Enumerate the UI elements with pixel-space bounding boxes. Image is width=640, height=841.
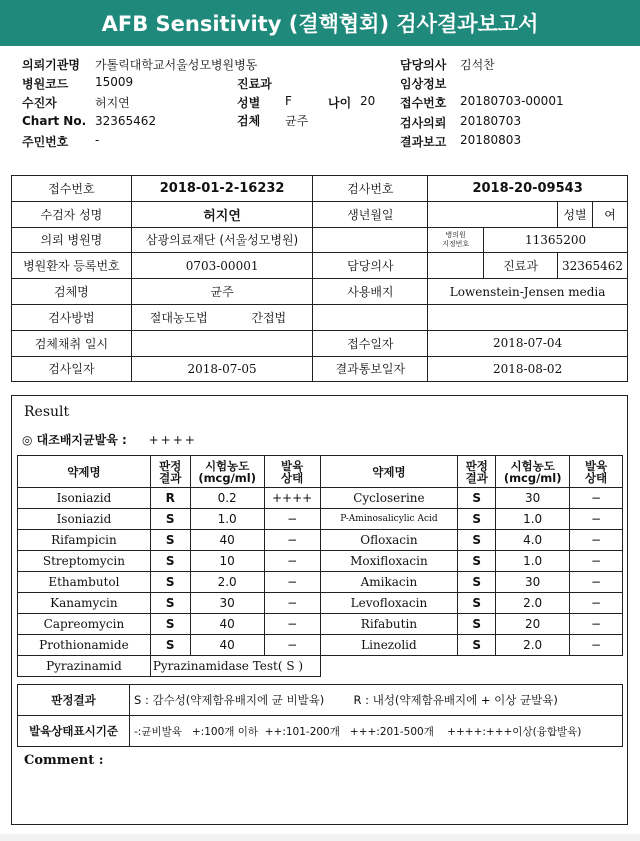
age-value: 20 bbox=[360, 94, 376, 108]
test-concentration: 10 bbox=[190, 551, 264, 572]
info-value: 2018-01-2-16232 bbox=[131, 176, 313, 202]
info-value: Lowenstein-Jensen media bbox=[428, 279, 628, 305]
info-value-empty bbox=[313, 227, 428, 253]
legend-value: -:균비발육 +:100개 이하 ++:101-200개 +++:201-500개 ++++:+++이상(융합발육) bbox=[130, 716, 623, 747]
info-row bbox=[12, 304, 628, 330]
judgement: S bbox=[458, 488, 496, 509]
table-row bbox=[18, 488, 623, 509]
institution-label: 의뢰기관명 bbox=[22, 58, 80, 72]
control-growth-label: ◎ 대조배지균발육 : bbox=[22, 433, 127, 447]
drug-name: Moxifloxacin bbox=[320, 551, 458, 572]
drug-name: Streptomycin bbox=[18, 551, 151, 572]
test-method-cell bbox=[131, 304, 313, 330]
drug-name: Rifabutin bbox=[320, 614, 458, 635]
test-concentration: 1.0 bbox=[496, 509, 570, 530]
col-conc: 시험농도 (mcg/ml) bbox=[496, 456, 570, 488]
control-growth-value: ++++ bbox=[148, 433, 197, 447]
info-value: 2018-07-05 bbox=[131, 356, 313, 382]
info-label bbox=[428, 227, 484, 253]
chart-label: Chart No. bbox=[22, 114, 87, 128]
info-value: 0703-00001 bbox=[131, 253, 313, 279]
growth-status: − bbox=[570, 635, 623, 656]
drug-name: Cycloserine bbox=[320, 488, 458, 509]
legend-value: S : 감수성(약제함유배지에 균 비발육) R : 내성(약제함유배지에 + 이상 균발육) bbox=[130, 685, 623, 716]
info-label-line: 지정번호 bbox=[442, 239, 470, 248]
table-row bbox=[18, 509, 623, 530]
info-label: 검사일자 bbox=[12, 356, 132, 382]
table-row bbox=[18, 593, 623, 614]
drug-name: Kanamycin bbox=[18, 593, 151, 614]
control-growth bbox=[22, 431, 197, 448]
patient-info-table bbox=[11, 175, 628, 382]
info-value-empty bbox=[428, 304, 628, 330]
test-concentration: 40 bbox=[190, 635, 264, 656]
drug-name: Ofloxacin bbox=[320, 530, 458, 551]
col-growth: 발육 상태 bbox=[570, 456, 623, 488]
info-value: 삼광의료재단 (서울성모병원) bbox=[131, 227, 313, 253]
growth-status: − bbox=[570, 509, 623, 530]
legend-label: 판정결과 bbox=[18, 685, 130, 716]
judgement: S bbox=[150, 614, 190, 635]
test-concentration: 2.0 bbox=[190, 572, 264, 593]
judgement: S bbox=[458, 593, 496, 614]
drug-table-header bbox=[18, 456, 623, 488]
test-concentration: 1.0 bbox=[496, 551, 570, 572]
drug-sensitivity-table bbox=[17, 455, 623, 677]
growth-status: − bbox=[264, 551, 320, 572]
judgement: S bbox=[458, 551, 496, 572]
test-concentration: 30 bbox=[496, 572, 570, 593]
sex-value: F bbox=[285, 94, 292, 108]
info-value: 11365200 bbox=[484, 227, 628, 253]
info-value: 2018-20-09543 bbox=[428, 176, 628, 202]
sex-cell bbox=[557, 201, 627, 227]
col-conc: 시험농도 (mcg/ml) bbox=[190, 456, 264, 488]
info-row bbox=[12, 176, 628, 202]
info-label: 의뢰 병원명 bbox=[12, 227, 132, 253]
info-label: 진료과 bbox=[484, 253, 558, 279]
accession-label: 접수번호 bbox=[400, 96, 447, 110]
judgement: S bbox=[150, 572, 190, 593]
test-concentration: 2.0 bbox=[496, 593, 570, 614]
judgement: S bbox=[150, 635, 190, 656]
judgement: S bbox=[458, 614, 496, 635]
growth-status: − bbox=[264, 614, 320, 635]
test-concentration: 20 bbox=[496, 614, 570, 635]
judgement: R bbox=[150, 488, 190, 509]
info-label-line: 병의원 bbox=[445, 230, 466, 239]
legend-label: 발육상태표시기준 bbox=[18, 716, 130, 747]
growth-status: − bbox=[570, 614, 623, 635]
doctor-value: 김석찬 bbox=[460, 58, 495, 72]
info-row bbox=[12, 330, 628, 356]
test-concentration: 4.0 bbox=[496, 530, 570, 551]
report-label: 결과보고 bbox=[400, 135, 447, 149]
test-concentration: 40 bbox=[190, 614, 264, 635]
test-concentration: 30 bbox=[190, 593, 264, 614]
judgement: S bbox=[458, 509, 496, 530]
info-value: 간접법 bbox=[251, 310, 287, 325]
info-label: 생년월일 bbox=[313, 201, 428, 227]
drug-name: Ethambutol bbox=[18, 572, 151, 593]
info-value-empty bbox=[131, 330, 313, 356]
table-row bbox=[18, 656, 623, 677]
judgement: S bbox=[458, 530, 496, 551]
judgement: S bbox=[150, 551, 190, 572]
judgement: S bbox=[458, 635, 496, 656]
doctor-label: 담당의사 bbox=[400, 58, 447, 72]
legend-row bbox=[18, 685, 623, 716]
info-label: 담당의사 bbox=[313, 253, 428, 279]
patient-label: 수진자 bbox=[22, 96, 57, 110]
table-row bbox=[18, 551, 623, 572]
drug-name: Capreomycin bbox=[18, 614, 151, 635]
table-row bbox=[18, 572, 623, 593]
info-value: 절대농도법 bbox=[149, 310, 208, 325]
growth-status: − bbox=[264, 572, 320, 593]
info-value: 2018-08-02 bbox=[428, 356, 628, 382]
info-value-empty bbox=[428, 253, 484, 279]
info-row bbox=[12, 253, 628, 279]
drug-name: Amikacin bbox=[320, 572, 458, 593]
info-value: 여 bbox=[604, 207, 616, 222]
judgement: S bbox=[458, 572, 496, 593]
growth-status: − bbox=[570, 593, 623, 614]
report-header bbox=[0, 46, 640, 164]
growth-status: − bbox=[264, 593, 320, 614]
test-concentration: 1.0 bbox=[190, 509, 264, 530]
info-label: 접수일자 bbox=[313, 330, 428, 356]
report-value: 20180803 bbox=[460, 133, 522, 147]
test-concentration: 2.0 bbox=[496, 635, 570, 656]
col-drug: 약제명 bbox=[320, 456, 458, 488]
chart-value: 32365462 bbox=[95, 114, 157, 128]
growth-status: − bbox=[264, 530, 320, 551]
result-title: Result bbox=[24, 404, 70, 420]
info-row bbox=[12, 201, 628, 227]
info-label: 검사번호 bbox=[313, 176, 428, 202]
drug-name: Isoniazid bbox=[18, 488, 151, 509]
sex-label: 성별 bbox=[237, 96, 261, 110]
table-row bbox=[18, 635, 623, 656]
legend-table bbox=[17, 684, 623, 747]
test-concentration: 0.2 bbox=[190, 488, 264, 509]
judgement: S bbox=[150, 509, 190, 530]
table-row bbox=[18, 614, 623, 635]
drug-name: P-Aminosalicylic Acid bbox=[320, 509, 458, 530]
judgement: S bbox=[150, 593, 190, 614]
growth-status: − bbox=[570, 551, 623, 572]
hospital-code-label: 병원코드 bbox=[22, 77, 69, 91]
patient-value: 허지연 bbox=[95, 96, 130, 110]
info-value: 균주 bbox=[131, 279, 313, 305]
clinical-label: 임상정보 bbox=[400, 77, 447, 91]
growth-status: − bbox=[264, 509, 320, 530]
info-value-empty bbox=[428, 201, 558, 227]
info-label: 수검자 성명 bbox=[12, 201, 132, 227]
dept-label: 진료과 bbox=[237, 77, 272, 91]
info-label: 결과통보일자 bbox=[313, 356, 428, 382]
info-label: 검체채취 일시 bbox=[12, 330, 132, 356]
info-label: 성별 bbox=[558, 202, 593, 227]
info-row bbox=[12, 227, 628, 253]
info-value: 32365462 bbox=[557, 253, 627, 279]
drug-name: Rifampicin bbox=[18, 530, 151, 551]
report-title: AFB Sensitivity (결핵협회) 검사결과보고서 bbox=[0, 0, 640, 46]
info-value-empty bbox=[313, 304, 428, 330]
judgement: S bbox=[150, 530, 190, 551]
drug-name: Isoniazid bbox=[18, 509, 151, 530]
resident-label: 주민번호 bbox=[22, 135, 69, 149]
pza-test: Pyrazinamidase Test( S ) bbox=[150, 656, 320, 677]
growth-status: − bbox=[264, 635, 320, 656]
request-label: 검사의뢰 bbox=[400, 116, 447, 130]
drug-name: Levofloxacin bbox=[320, 593, 458, 614]
info-label: 검사방법 bbox=[12, 304, 132, 330]
drug-name: Pyrazinamid bbox=[18, 656, 151, 677]
info-value: 허지연 bbox=[131, 201, 313, 227]
age-label: 나이 bbox=[328, 96, 352, 110]
specimen-value: 균주 bbox=[285, 114, 309, 128]
resident-value: - bbox=[95, 133, 100, 147]
col-judge: 판정 결과 bbox=[458, 456, 496, 488]
col-judge: 판정 결과 bbox=[150, 456, 190, 488]
info-label: 접수번호 bbox=[12, 176, 132, 202]
growth-status: − bbox=[570, 488, 623, 509]
info-value: 2018-07-04 bbox=[428, 330, 628, 356]
test-concentration: 30 bbox=[496, 488, 570, 509]
col-drug: 약제명 bbox=[18, 456, 151, 488]
accession-value: 20180703-00001 bbox=[460, 94, 564, 108]
col-growth: 발육 상태 bbox=[264, 456, 320, 488]
comment-label: Comment : bbox=[24, 753, 104, 768]
info-row bbox=[12, 356, 628, 382]
drug-name: Prothionamide bbox=[18, 635, 151, 656]
drug-name: Linezolid bbox=[320, 635, 458, 656]
growth-status: − bbox=[570, 572, 623, 593]
legend-row bbox=[18, 716, 623, 747]
info-label: 사용배지 bbox=[313, 279, 428, 305]
request-value: 20180703 bbox=[460, 114, 522, 128]
hospital-code-value: 15009 bbox=[95, 75, 134, 89]
info-label: 검체명 bbox=[12, 279, 132, 305]
table-row bbox=[18, 530, 623, 551]
info-label: 병원환자 등록번호 bbox=[12, 253, 132, 279]
info-row bbox=[12, 279, 628, 305]
specimen-label: 검체 bbox=[237, 114, 261, 128]
institution-value: 가톨릭대학교서울성모병원병동 bbox=[95, 58, 258, 72]
growth-status: − bbox=[570, 530, 623, 551]
growth-status: ++++ bbox=[264, 488, 320, 509]
test-concentration: 40 bbox=[190, 530, 264, 551]
